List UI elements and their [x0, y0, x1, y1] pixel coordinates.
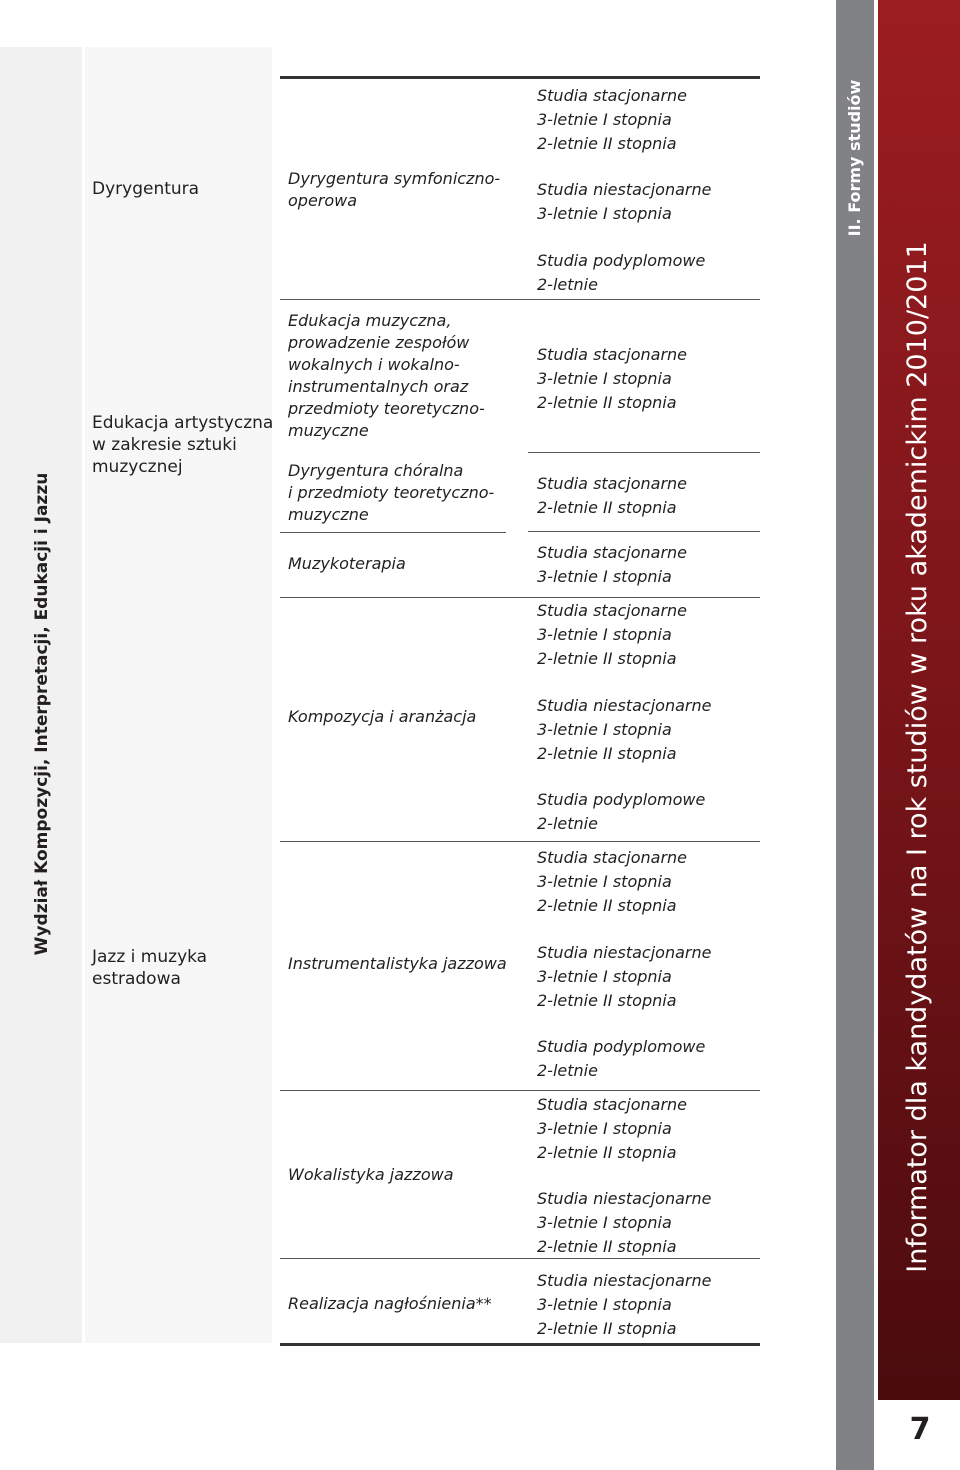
form-line: Studia niestacjonarne — [537, 1271, 712, 1290]
form-block — [537, 788, 757, 836]
area-line: Jazz i muzyka — [92, 947, 208, 967]
subject-line: prowadzenie zespołów — [288, 333, 470, 352]
form-line: Studia podyplomowe — [537, 1037, 706, 1056]
subject-line: instrumentalnych oraz — [288, 377, 469, 396]
form-line: 2-letnie II stopnia — [537, 498, 677, 517]
subject-line: i przedmioty teoretyczno- — [288, 483, 495, 502]
subject-instrumentalistyka — [288, 953, 508, 975]
form-line: 3-letnie I stopnia — [537, 872, 672, 891]
subject-line: muzyczne — [288, 421, 369, 440]
form-block — [537, 84, 757, 156]
section-label: II. Formy studiów — [845, 79, 864, 237]
area-line: muzycznej — [92, 457, 183, 477]
subject-dyrygentura-choralna — [288, 460, 508, 526]
form-line: Studia stacjonarne — [537, 1095, 688, 1114]
area-line: estradowa — [92, 969, 181, 989]
form-line: 3-letnie I stopnia — [537, 720, 672, 739]
form-block — [537, 541, 757, 589]
form-block — [537, 1093, 757, 1165]
form-line: 2-letnie II stopnia — [537, 649, 677, 668]
form-line: Studia stacjonarne — [537, 848, 688, 867]
form-block — [537, 343, 757, 415]
form-line: 2-letnie — [537, 1061, 598, 1080]
subject-wokalistyka — [288, 1164, 508, 1186]
table-top-rule — [280, 76, 760, 79]
form-line: 2-letnie II stopnia — [537, 1237, 677, 1256]
subject-line: Wokalistyka jazzowa — [288, 1165, 454, 1184]
subject-line: przedmioty teoretyczno- — [288, 399, 485, 418]
subject-realizacja — [288, 1293, 508, 1315]
area-line: Dyrygentura — [92, 179, 200, 199]
form-line: 2-letnie II stopnia — [537, 991, 677, 1010]
form-line: Studia niestacjonarne — [537, 696, 712, 715]
form-block — [537, 941, 757, 1013]
row-divider — [528, 531, 760, 532]
form-line: 3-letnie I stopnia — [537, 110, 672, 129]
subject-edukacja-muzyczna — [288, 310, 508, 442]
area-line: Edukacja artystyczna — [92, 413, 274, 433]
form-block — [537, 472, 757, 520]
area-edukacja — [92, 412, 272, 478]
form-line: Studia stacjonarne — [537, 543, 688, 562]
subject-line: Instrumentalistyka jazzowa — [288, 954, 507, 973]
subject-line: Edukacja muzyczna, — [288, 311, 452, 330]
form-line: 3-letnie I stopnia — [537, 204, 672, 223]
form-block — [537, 1269, 757, 1341]
subject-line: operowa — [288, 191, 358, 210]
area-line: w zakresie sztuki — [92, 435, 237, 455]
subject-line: Dyrygentura symfoniczno- — [288, 169, 501, 188]
area-dyrygentura — [92, 178, 272, 200]
form-block — [537, 249, 757, 297]
form-block — [537, 1187, 757, 1259]
form-line: 3-letnie I stopnia — [537, 567, 672, 586]
form-line: 3-letnie I stopnia — [537, 369, 672, 388]
form-block — [537, 694, 757, 766]
row-divider — [528, 452, 760, 453]
form-line: 3-letnie I stopnia — [537, 967, 672, 986]
subject-dyrygentura-symfoniczna — [288, 168, 508, 212]
form-line: Studia niestacjonarne — [537, 1189, 712, 1208]
form-line: 2-letnie — [537, 814, 598, 833]
form-block — [537, 1035, 757, 1083]
form-line: Studia stacjonarne — [537, 601, 688, 620]
row-divider — [280, 299, 760, 300]
form-line: 2-letnie II stopnia — [537, 744, 677, 763]
header-title: Informator dla kandydatów na I rok studiów w roku akademickim 2010/2011 — [902, 241, 933, 1273]
form-line: Studia podyplomowe — [537, 251, 706, 270]
form-line: 2-letnie II stopnia — [537, 896, 677, 915]
subject-line: Muzykoterapia — [288, 554, 406, 573]
form-line: 2-letnie II stopnia — [537, 1143, 677, 1162]
form-line: Studia stacjonarne — [537, 474, 688, 493]
row-divider — [280, 532, 506, 533]
subject-kompozycja — [288, 706, 508, 728]
form-line: 3-letnie I stopnia — [537, 625, 672, 644]
form-block — [537, 846, 757, 918]
form-line: 3-letnie I stopnia — [537, 1295, 672, 1314]
row-divider — [280, 597, 760, 598]
subject-line: wokalnych i wokalno- — [288, 355, 460, 374]
form-block — [537, 599, 757, 671]
area-jazz — [92, 946, 272, 990]
subject-line: muzyczne — [288, 505, 369, 524]
row-divider — [280, 841, 760, 842]
form-line: Studia stacjonarne — [537, 345, 688, 364]
subject-line: Dyrygentura chóralna — [288, 461, 464, 480]
subject-muzykoterapia — [288, 553, 508, 575]
form-line: Studia niestacjonarne — [537, 943, 712, 962]
form-line: Studia podyplomowe — [537, 790, 706, 809]
subject-line: Kompozycja i aranżacja — [288, 707, 477, 726]
form-line: 3-letnie I stopnia — [537, 1119, 672, 1138]
form-block — [537, 178, 757, 226]
faculty-title: Wydział Kompozycji, Interpretacji, Edukacji i Jazzu — [32, 472, 52, 956]
area-column — [85, 47, 272, 1343]
form-line: 2-letnie II stopnia — [537, 134, 677, 153]
form-line: Studia niestacjonarne — [537, 180, 712, 199]
page-number: 7 — [909, 1412, 931, 1447]
table-bottom-rule — [280, 1343, 760, 1346]
form-line: Studia stacjonarne — [537, 86, 688, 105]
form-line: 2-letnie II stopnia — [537, 393, 677, 412]
form-line: 2-letnie II stopnia — [537, 1319, 677, 1338]
row-divider — [280, 1090, 760, 1091]
subject-line: Realizacja nagłośnienia** — [288, 1294, 492, 1313]
form-line: 3-letnie I stopnia — [537, 1213, 672, 1232]
form-line: 2-letnie — [537, 275, 598, 294]
